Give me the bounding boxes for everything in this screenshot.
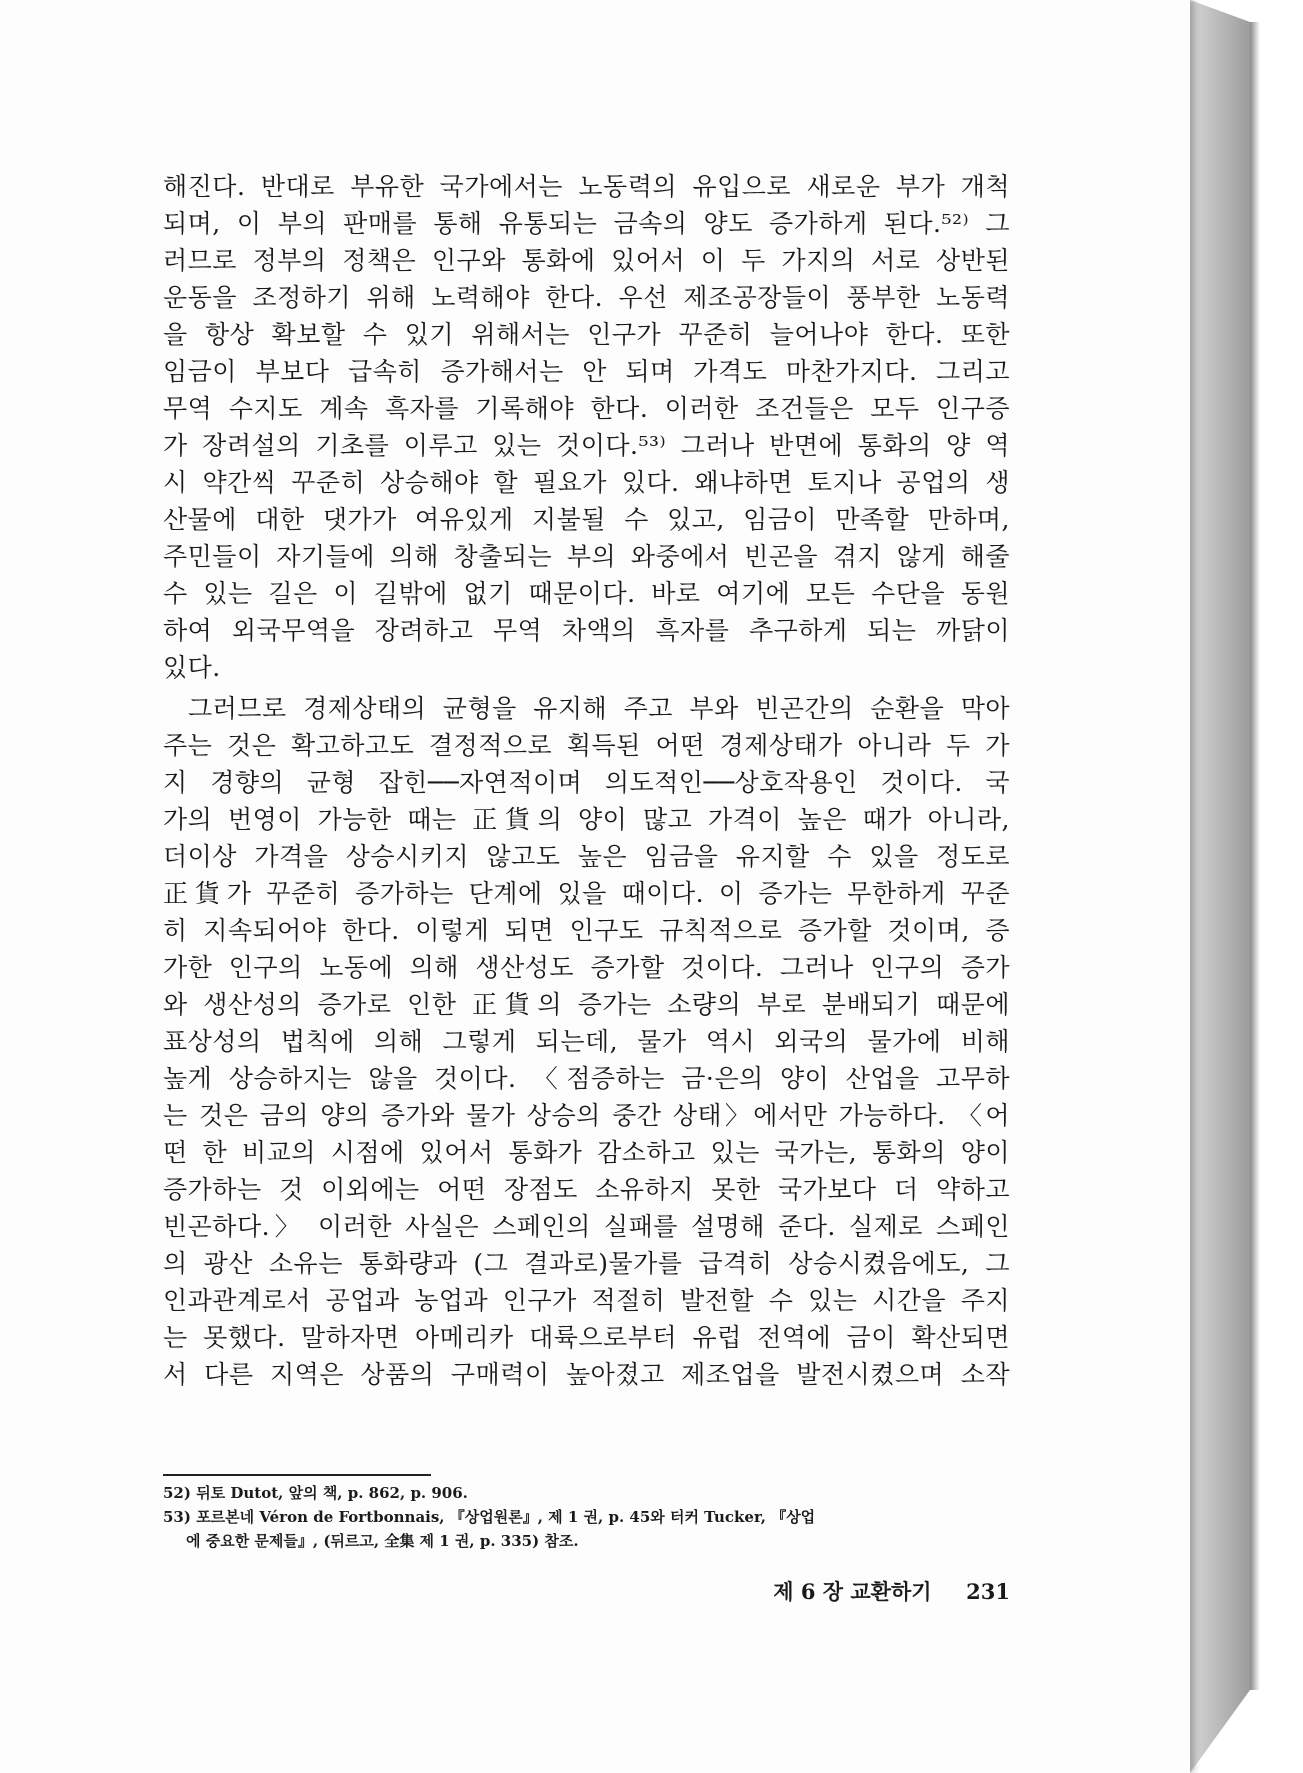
- body-line: 있다.: [163, 653, 221, 682]
- footnote-divider: [163, 1474, 431, 1476]
- body-line: 의 광산 소유는 통화량과 (그 결과로)물가를 급격히 상승시켰음에도, 그: [163, 1249, 1010, 1278]
- body-line: 운동을 조정하기 위해 노력해야 한다. 우선 제조공장들이 풍부한 노동력: [163, 283, 1010, 312]
- body-line: 주민들이 자기들에 의해 창출되는 부의 와중에서 빈곤을 겪지 않게 해줄: [163, 542, 1010, 571]
- body-line: 正貨가 꾸준히 증가하는 단계에 있을 때이다. 이 증가는 무한하게 꾸준: [163, 879, 1010, 908]
- body-line: 임금이 부보다 급속히 증가해서는 안 되며 가격도 마찬가지다. 그리고: [163, 357, 1010, 386]
- body-line: 해진다. 반대로 부유한 국가에서는 노동력의 유입으로 새로운 부가 개척: [163, 172, 1010, 201]
- body-line: 을 항상 확보할 수 있기 위해서는 인구가 꾸준히 늘어나야 한다. 또한: [163, 320, 1010, 349]
- footnote-53: 53) 포르본네 Véron de Fortbonnais, 『상업원론』, 제 1 권, p. 45와 터커 Tucker, 『상업: [163, 1508, 816, 1526]
- body-line: 더이상 가격을 상승시키지 않고도 높은 임금을 유지할 수 있을 정도로: [163, 842, 1010, 871]
- body-line: 되며, 이 부의 판매를 통해 유통되는 금속의 양도 증가하게 된다.⁵²⁾ 그: [163, 209, 1010, 238]
- footnote-53-continued: 에 중요한 문제들』, (뒤르고, 全集 제 1 권, p. 335) 참조.: [186, 1532, 579, 1550]
- body-line: 주는 것은 확고하고도 결정적으로 획득된 어떤 경제상태가 아니라 두 가: [163, 731, 1010, 760]
- book-page-edge: [1190, 0, 1250, 1773]
- body-line: 히 지속되어야 한다. 이렇게 되면 인구도 규칙적으로 증가할 것이며, 증: [163, 916, 1010, 945]
- body-line: 러므로 정부의 정책은 인구와 통화에 있어서 이 두 가지의 서로 상반된: [163, 246, 1010, 275]
- body-line: 산물에 대한 댓가가 여유있게 지불될 수 있고, 임금이 만족할 만하며,: [163, 505, 1010, 534]
- body-line: 높게 상승하지는 않을 것이다. 〈점증하는 금·은의 양이 산업을 고무하: [163, 1064, 1010, 1093]
- body-line: 떤 한 비교의 시점에 있어서 통화가 감소하고 있는 국가는, 통화의 양이: [163, 1138, 1010, 1167]
- body-line: 수 있는 길은 이 길밖에 없기 때문이다. 바로 여기에 모든 수단을 동원: [163, 579, 1010, 608]
- body-line: 는 것은 금의 양의 증가와 물가 상승의 중간 상태〉에서만 가능하다. 〈어: [163, 1101, 1010, 1130]
- body-line: 인과관계로서 공업과 농업과 인구가 적절히 발전할 수 있는 시간을 주지: [163, 1286, 1010, 1315]
- book-edge-shadow: [1250, 22, 1260, 1690]
- chapter-title: 제 6 장 교환하기: [773, 1579, 932, 1604]
- body-line: 서 다른 지역은 상품의 구매력이 높아졌고 제조업을 발전시켰으며 소작: [163, 1360, 1010, 1389]
- body-line: 지 경향의 균형 잡힌──자연적이며 의도적인──상호작용인 것이다. 국: [163, 768, 1010, 797]
- body-line: 하여 외국무역을 장려하고 무역 차액의 흑자를 추구하게 되는 까닭이: [163, 616, 1010, 645]
- body-line: 표상성의 법칙에 의해 그렇게 되는데, 물가 역시 외국의 물가에 비해: [163, 1027, 1010, 1056]
- body-line: 가 장려설의 기초를 이루고 있는 것이다.⁵³⁾ 그러나 반면에 통화의 양 역: [163, 431, 1010, 460]
- paragraph-start-line: 그러므로 경제상태의 균형을 유지해 주고 부와 빈곤간의 순환을 막아: [188, 694, 1010, 723]
- body-line: 빈곤하다.〉 이러한 사실은 스페인의 실패를 설명해 준다. 실제로 스페인: [163, 1212, 1010, 1241]
- body-line: 시 약간씩 꾸준히 상승해야 할 필요가 있다. 왜냐하면 토지나 공업의 생: [163, 468, 1010, 497]
- body-line: 와 생산성의 증가로 인한 正貨의 증가는 소량의 부로 분배되기 때문에: [163, 990, 1010, 1019]
- page-footer: [720, 1579, 1010, 1605]
- footnote-52: 52) 뒤토 Dutot, 앞의 책, p. 862, p. 906.: [163, 1484, 468, 1502]
- body-line: 가의 번영이 가능한 때는 正貨의 양이 많고 가격이 높은 때가 아니라,: [163, 805, 1010, 834]
- body-line: 는 못했다. 말하자면 아메리카 대륙으로부터 유럽 전역에 금이 확산되면: [163, 1323, 1010, 1352]
- body-line: 가한 인구의 노동에 의해 생산성도 증가할 것이다. 그러나 인구의 증가: [163, 953, 1010, 982]
- page-number: 231: [966, 1579, 1010, 1604]
- body-line: 증가하는 것 이외에는 어떤 장점도 소유하지 못한 국가보다 더 약하고: [163, 1175, 1010, 1204]
- body-line: 무역 수지도 계속 흑자를 기록해야 한다. 이러한 조건들은 모두 인구증: [163, 394, 1010, 423]
